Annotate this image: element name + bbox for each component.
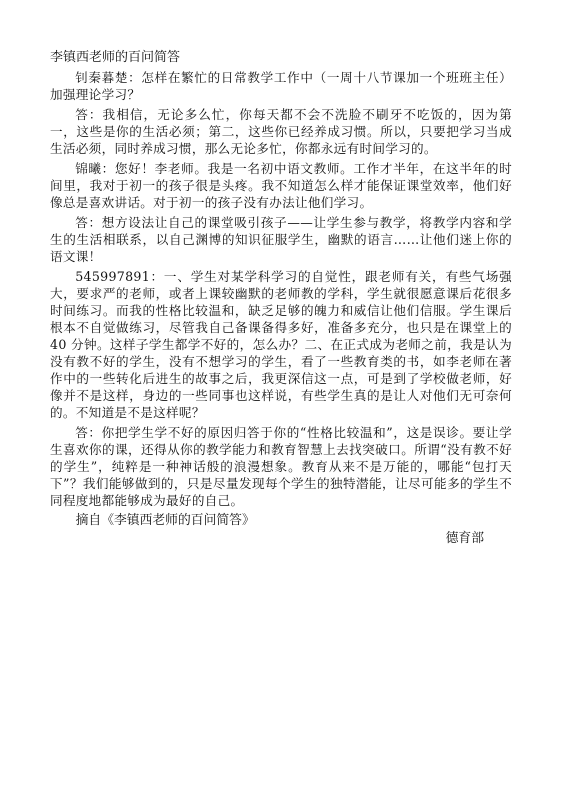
answer-paragraph-1: 答：我相信，无论多么忙，你每天都不会不洗脸不刷牙不吃饭的，因为第一，这些是你的生活必须；第二，这些你已经养成习惯。所以，只要把学习当成生活必须，同时养成习惯，那么无论多忙，你都永远有时间学习的。: [50, 107, 512, 156]
question-paragraph-3: 545997891：一、学生对某学科学习的自觉性，跟老师有关，有些气场强大，要求严的老师，或者上课较幽默的老师教的学科，学生就很愿意课后花很多时间练习。而我的性格比较温和，缺乏足够的魄力和威信让他们信服。学生课后根本不自觉做练习，尽管我自己备课备得多好，准备多充分，也只是在课堂上的 40 分钟。这样子学生都学不好的，怎么办？二、在正式成为老师之前，我是认为没有教不好的学生，没有不想学习的学生，看了一些教育类的书，如李老师在著作中的一些转化后进生的故事之后，我更深信这一点，可是到了学校做老师，好像并不是这样，身边的一些同事也这样说，有些学生真的是让人对他们无可奈何的。不知道是不是这样呢？: [50, 269, 512, 420]
department-signature: 德育部: [445, 531, 484, 546]
question-paragraph-1: 钊秦暮楚：怎样在繁忙的日常教学工作中（一周十八节课加一个班班主任）加强理论学习？: [50, 70, 512, 102]
document-title: 李镇西老师的百问简答: [50, 50, 181, 65]
answer-paragraph-2: 答：想方设法让自己的课堂吸引孩子——让学生参与教学，将教学内容和学生的生活相联系，以自己渊博的知识征服学生，幽默的语言……让他们迷上你的语文课！: [50, 215, 512, 264]
answer-paragraph-3: 答：你把学生学不好的原因归答于你的“性格比较温和”，这是误诊。要让学生喜欢你的课，还得从你的教学能力和教育智慧上去找突破口。所谓“没有教不好的学生”，纯粹是一种神话般的浪漫想象。教育从来不是万能的，哪能“包打天下”？我们能够做到的，只是尽量发现每个学生的独特潜能，让尽可能多的学生不同程度地都能够成为最好的自己。: [50, 425, 512, 508]
source-citation: 摘自《李镇西老师的百问简答》: [75, 513, 255, 528]
question-paragraph-2: 锦曦：您好！李老师。我是一名初中语文教师。工作才半年，在这半年的时间里，我对于初一的孩子很是头疼。我不知道怎么样才能保证课堂效率，他们好像总是喜欢讲话。对于初一的孩子没有办法让他们学习。: [50, 161, 512, 210]
